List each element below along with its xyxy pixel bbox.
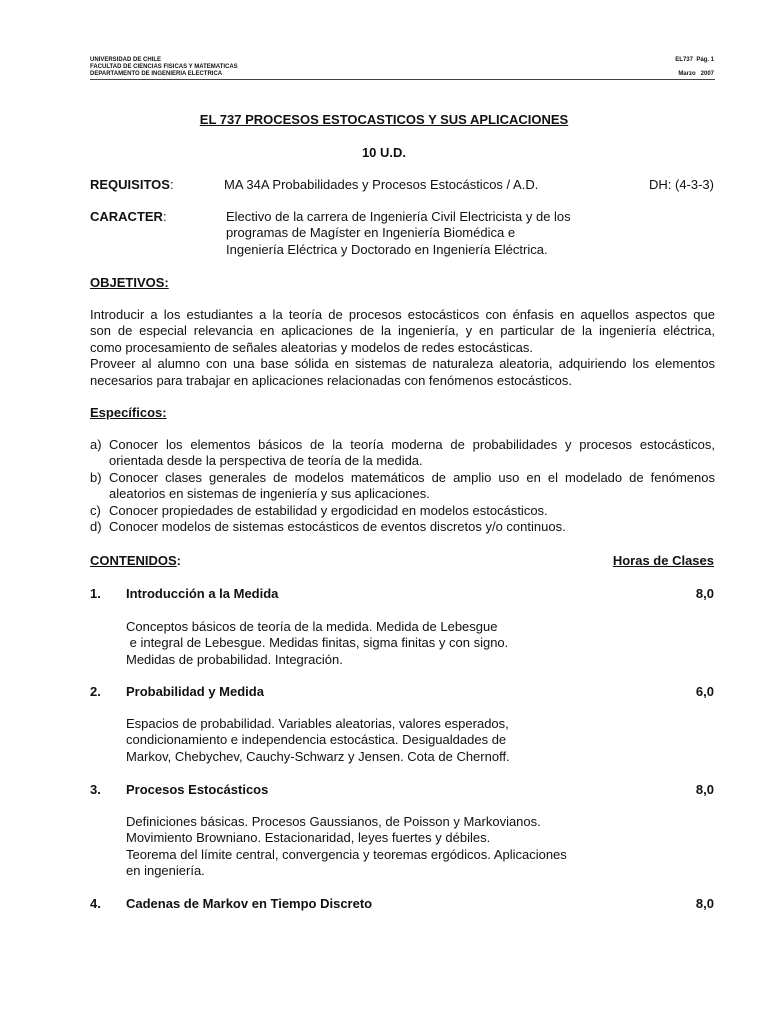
list-item-text: Conocer los elementos básicos de la teoría moderna de probabilidades y procesos estocásticos, [109, 437, 715, 452]
header-date: Marzo 2007 [678, 71, 714, 77]
caracter-label: CARACTER: [90, 209, 167, 224]
description-line: Teorema del límite central, convergencia y teoremas ergódicos. Aplicaciones [126, 846, 567, 862]
paragraph-line: Proveer al alumno con una base sólida en sistemas de naturaleza aleatoria, adquiriendo los elementos [90, 356, 715, 372]
contenidos-heading: CONTENIDOS: [90, 553, 182, 568]
page-title: EL 737 PROCESOS ESTOCASTICOS Y SUS APLICACIONES [199, 112, 569, 127]
section-title: Probabilidad y Medida [126, 684, 264, 699]
description-line: Definiciones básicas. Procesos Gaussianos, de Poisson y Markovianos. [126, 814, 541, 829]
paragraph-line: necesarios para trabajar en aplicaciones relacionadas con fenómenos estocásticos. [90, 372, 573, 388]
requisitos-label: REQUISITOS: [90, 177, 174, 192]
list-item-text: Conocer modelos de sistemas estocásticos de eventos discretos y/o continuos. [109, 519, 566, 535]
list-item-text: aleatorios en sistemas de ingeniería y sus aplicaciones. [109, 486, 430, 502]
section-number: 1. [90, 586, 101, 601]
requisitos-value: MA 34A Probabilidades y Procesos Estocásticos / A.D. [224, 177, 539, 192]
caracter-line: Ingeniería Eléctrica y Doctorado en Ingeniería Eléctrica. [226, 241, 548, 257]
list-item [90, 519, 715, 535]
description-line: en ingeniería. [126, 863, 205, 879]
list-item-text: Conocer propiedades de estabilidad y ergodicidad en modelos estocásticos. [109, 502, 548, 518]
objetivos-paragraph [90, 307, 715, 389]
section-hours: 8,0 [695, 896, 714, 911]
header-line: UNIVERSIDAD DE CHILE [90, 57, 162, 63]
description-line: e integral de Lebesgue. Medidas finitas, sigma finitas y con signo. [126, 635, 509, 651]
description-line: Medidas de probabilidad. Integración. [126, 651, 343, 667]
description-line: Markov, Chebychev, Cauchy-Schwarz y Jensen. Cota de Chernoff. [126, 748, 510, 764]
list-marker: b) [90, 469, 102, 485]
list-item-continuation [90, 453, 715, 469]
header-line: DEPARTAMENTO DE INGENIERIA ELECTRICA [90, 71, 223, 77]
caracter-line: Electivo de la carrera de Ingeniería Civil Electricista y de los [226, 209, 571, 224]
list-marker: d) [90, 519, 102, 535]
section-description [126, 814, 567, 880]
header-code [675, 57, 714, 64]
objetivos-heading: OBJETIVOS: [90, 275, 169, 290]
list-item-text: Conocer clases generales de modelos matemáticos de amplio uso en el modelado de fenómenos [109, 469, 715, 485]
section-number: 3. [90, 782, 101, 797]
hours-heading: Horas de Clases [612, 553, 714, 568]
especificos-heading: Específicos: [90, 405, 167, 420]
section-hours: 8,0 [695, 782, 714, 797]
section-title: Introducción a la Medida [126, 586, 279, 601]
list-item [90, 503, 715, 519]
list-marker: a) [90, 437, 102, 452]
section-number: 2. [90, 684, 101, 699]
caracter-line: programas de Magíster en Ingeniería Biomédica e [226, 225, 516, 241]
section-hours: 8,0 [695, 586, 714, 601]
paragraph-line: Introducir a los estudiantes a la teoría de procesos estocásticos con énfasis en aquellos aspectos que [90, 307, 715, 322]
dh-value: DH: (4-3-3) [648, 177, 714, 192]
course-code: EL737 [675, 57, 693, 63]
especificos-list [90, 437, 715, 535]
section-hours: 6,0 [695, 684, 714, 699]
list-item-text: orientada desde la perspectiva de teoría de la medida. [109, 453, 423, 469]
paragraph-line: son de especial relevancia en aplicaciones de la ingeniería, y en particular de la ingeniería eléctrica, [90, 323, 715, 339]
paragraph-line: como procesamiento de señales aleatorias y modelos de redes estocásticas. [90, 339, 533, 355]
list-item-continuation [90, 486, 715, 502]
page-number: Pág. 1 [696, 57, 714, 63]
caracter-text [226, 209, 571, 258]
section-title: Procesos Estocásticos [126, 782, 269, 797]
description-line: Conceptos básicos de teoría de la medida. Medida de Lebesgue [126, 619, 498, 634]
header-line: FACULTAD DE CIENCIAS FISICAS Y MATEMATICAS [90, 64, 238, 70]
section-title: Cadenas de Markov en Tiempo Discreto [126, 896, 373, 911]
description-line: Movimiento Browniano. Estacionaridad, leyes fuertes y débiles. [126, 830, 491, 846]
list-marker: c) [90, 502, 101, 518]
header-institution [90, 57, 238, 78]
section-number: 4. [90, 896, 101, 911]
section-description [126, 716, 510, 765]
units-label: 10 U.D. [361, 145, 407, 160]
list-item [90, 437, 715, 453]
section-description [126, 619, 508, 668]
list-item [90, 470, 715, 486]
description-line: condicionamiento e independencia estocástica. Desigualdades de [126, 732, 507, 748]
header-rule [90, 79, 715, 80]
description-line: Espacios de probabilidad. Variables aleatorias, valores esperados, [126, 716, 509, 731]
